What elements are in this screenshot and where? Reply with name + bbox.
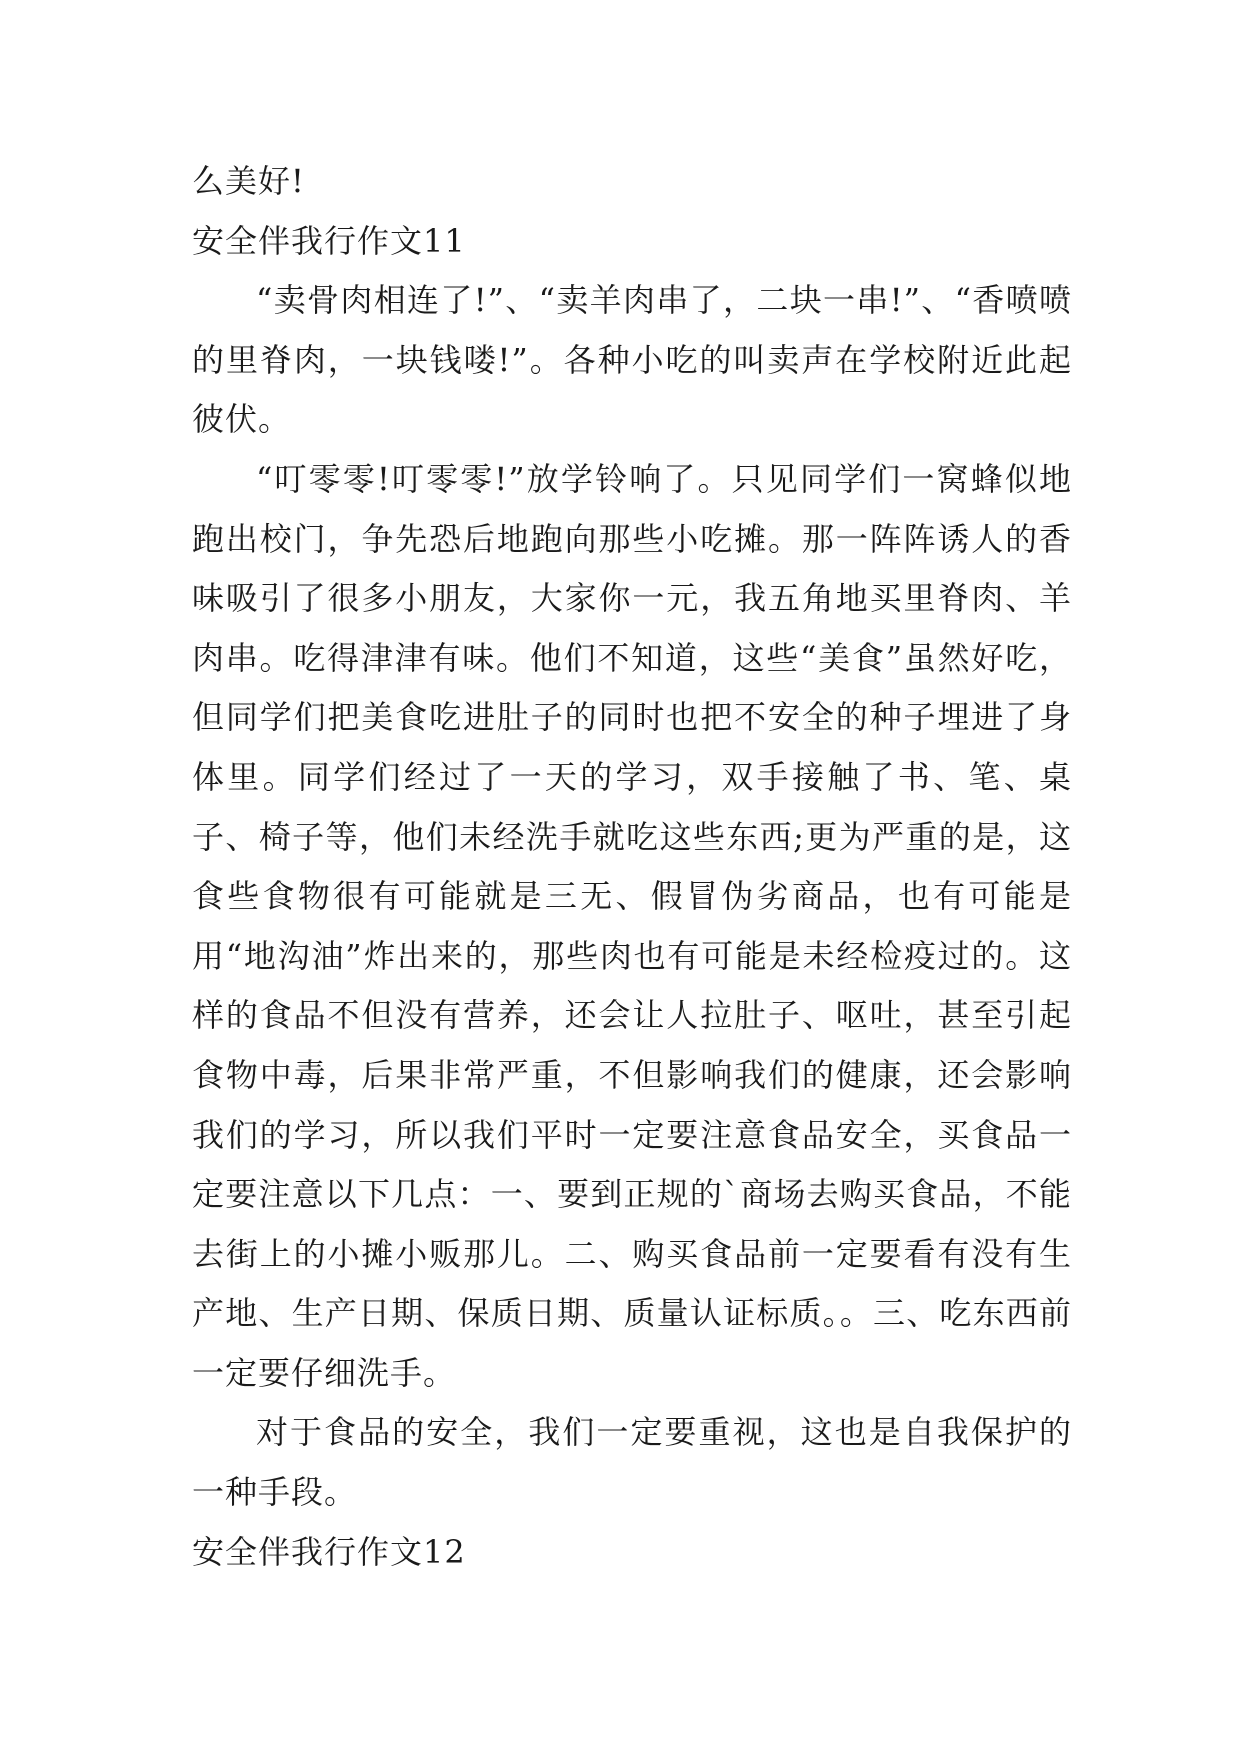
continuation-text: 么美好! (192, 162, 305, 200)
section-heading-11: 安全伴我行作文11 (192, 221, 466, 260)
paragraph-2: “叮零零!叮零零!”放学铃响了。只见同学们一窝蜂似地跑出校门，争先恐后地跑向那些小吃摊。那一阵阵诱人的香味吸引了很多小朋友，大家你一元，我五角地买里脊肉、羊肉串。吃得津津有味。他们不知道，这些“美食”虽然好吃，但同学们把美食吃进肚子的同时也把不安全的种子埋进了身体里。同学们经过了一天的学习，双手接触了书、笔、桌子、椅子等，他们未经洗手就吃这些东西;更为严重的是，这食些食物很有可能就是三无、假冒伪劣商品，也有可能是用“地沟油”炸出来的，那些肉也有可能是未经检疫过的。这样的食品不但没有营养，还会让人拉肚子、呕吐，甚至引起食物中毒，后果非常严重，不但影响我们的健康，还会影响我们的学习，所以我们平时一定要注意食品安全，买食品一定要注意以下几点：一、要到正规的`商场去购买食品，不能去街上的小摊小贩那儿。二、购买食品前一定要看有没有生产地、生产日期、保质日期、质量认证标质。。三、吃东西前一定要仔细洗手。 (192, 459, 1072, 1392)
document-body (192, 152, 1072, 1582)
section-heading-12: 安全伴我行作文12 (192, 1532, 466, 1571)
paragraph-3: 对于食品的安全，我们一定要重视，这也是自我保护的一种手段。 (192, 1413, 1072, 1512)
paragraph-1: “卖骨肉相连了!”、“卖羊肉串了，二块一串!”、“香喷喷的里脊肉，一块钱喽!”。各种小吃的叫卖声在学校附近此起彼伏。 (192, 281, 1072, 439)
